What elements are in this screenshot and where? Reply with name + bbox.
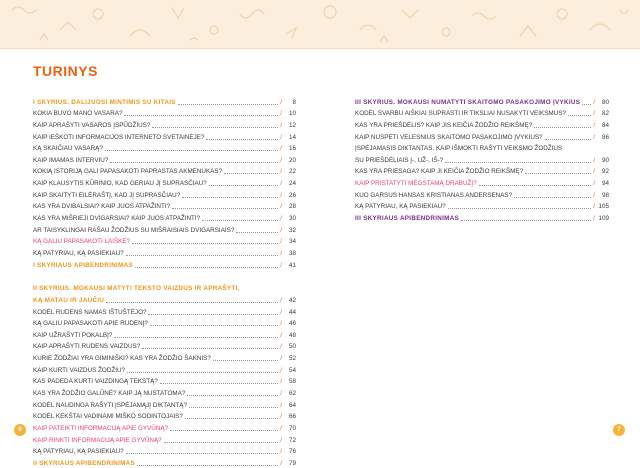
toc-entry[interactable] — [33, 363, 296, 375]
toc-entry-page: 38 — [288, 249, 296, 257]
toc-entry-title: KODĖL SVARBU AIŠKIAI SUPRASTI IR TIKSLIAI NUSAKYTI VEIKSMUS? — [355, 110, 566, 118]
page-separator: / — [280, 238, 282, 246]
toc-entry[interactable] — [33, 386, 296, 398]
toc-entry-page: 26 — [288, 191, 296, 199]
page-separator: / — [280, 191, 282, 199]
toc-entry[interactable] — [33, 282, 296, 294]
toc-entry-page: 42 — [288, 296, 296, 304]
toc-entry[interactable] — [33, 410, 296, 422]
toc-entry[interactable] — [33, 258, 296, 270]
page-title: TURINYS — [33, 63, 98, 79]
toc-entry-page: 24 — [288, 180, 296, 188]
toc-entry-page: 86 — [601, 133, 609, 141]
dot-leader — [479, 184, 592, 186]
page-separator: / — [593, 133, 595, 141]
toc-entry[interactable] — [355, 142, 609, 154]
toc-entry-title: KAIP RINKTI INFORMACIJĄ APIE GYVŪNĄ? — [33, 436, 162, 444]
page-separator: / — [280, 145, 282, 153]
toc-entry-page: 62 — [288, 390, 296, 398]
toc-entry[interactable] — [355, 107, 609, 119]
toc-entry-title: KAIP NUSPĖTI VELESNIUS SKAITOMO PASAKOJIMO ĮVYKIUS? — [355, 133, 543, 141]
toc-entry-title: KĄ GALIU PAPASAKOTI APIE RUDENĮ? — [33, 320, 148, 328]
dot-leader — [152, 126, 278, 128]
page-separator: / — [593, 215, 595, 223]
dot-leader — [185, 417, 278, 419]
toc-entry[interactable] — [33, 107, 296, 119]
dot-leader — [114, 336, 278, 338]
toc-entry-title: ĮSPĖJAMASIS DIKTANTAS. KAIP IŠMOKTI RAŠYTI VEIKSMO ŽODŽIUS — [355, 145, 563, 153]
toc-entry-title: KUO GARSUS HANSAS KRISTIANAS ANDERSENAS? — [355, 191, 513, 199]
dot-leader — [126, 254, 279, 256]
page-separator: / — [280, 366, 282, 374]
toc-entry-title: KĄ SKAIČIAU VASARĄ? — [33, 145, 103, 153]
toc-entry[interactable] — [33, 130, 296, 142]
toc-entry[interactable] — [355, 200, 609, 212]
toc-entry[interactable] — [33, 95, 296, 107]
page-separator: / — [280, 249, 282, 257]
toc-entry-page: 72 — [288, 436, 296, 444]
toc-entry-title: AR TAISYKLINGAI RAŠAU ŽODŽIUS SU MIŠRAISIAIS DVIGARSIAIS? — [33, 226, 235, 234]
toc-entry[interactable] — [33, 445, 296, 457]
page-separator: / — [280, 436, 282, 444]
dot-leader — [137, 464, 278, 466]
dot-leader — [105, 149, 278, 151]
toc-entry-title: KAIP PATEIKTI INFORMACIJĄ APIE GYVŪNĄ? — [33, 424, 169, 432]
toc-entry-page: 8 — [292, 98, 296, 106]
toc-entry[interactable] — [355, 118, 609, 130]
dot-leader — [213, 359, 278, 361]
dot-leader — [110, 161, 278, 163]
toc-entry-title: KAS YRA PRIESAGA? KAIP JI KEIČIA ŽODŽIO REIKŠMĘ? — [355, 168, 524, 176]
dot-leader — [106, 301, 278, 303]
doodle-pattern — [0, 0, 640, 48]
page-separator: / — [280, 390, 282, 398]
toc-entry[interactable] — [355, 211, 609, 223]
toc-entry-page: 41 — [288, 261, 296, 269]
page-separator: / — [593, 168, 595, 176]
toc-entry[interactable] — [33, 293, 296, 305]
toc-entry-title: KAS YRA PRIEŠDĖLIS? KAIP JIS KEIČIA ŽODŽIO REIKŠMĘ? — [355, 121, 533, 129]
dot-leader — [545, 138, 592, 140]
toc-entry-title: KAIP IMAMAS INTERVIU? — [33, 156, 109, 164]
toc-entry[interactable] — [355, 176, 609, 188]
dot-leader — [148, 313, 278, 315]
toc-entry[interactable] — [33, 328, 296, 340]
toc-entry-title: KAS YRA DVIBALSIAI? KAIP JUOS ATPAŽINTI? — [33, 203, 171, 211]
toc-entry[interactable] — [355, 130, 609, 142]
page-separator: / — [280, 98, 282, 106]
toc-entry-page: 84 — [601, 121, 609, 129]
toc-entry-title: KURIE ŽODŽIAI YRA GIMINIŠKI? KAS YRA ŽODŽIO ŠAKNIS? — [33, 355, 211, 363]
toc-entry-title: KAIP IEŠKOTI INFORMACIJOS INTERNETO SVETAINĖJE? — [33, 133, 205, 141]
toc-entry-page: 30 — [288, 215, 296, 223]
toc-entry-title: KAIP SKAITYTI EILĖRAŠTĮ, KAD JĮ SUPRASČIAU? — [33, 191, 181, 199]
dot-leader — [514, 196, 591, 198]
page-separator: / — [280, 378, 282, 386]
page-number-right: 7 — [613, 424, 625, 436]
toc-entry-title: KAIP UŽRAŠYTI POKALBĮ? — [33, 331, 113, 339]
toc-entry-title: KODĖL RUDENS NAMAS IŠTUŠTĖJO? — [33, 308, 147, 316]
toc-entry[interactable] — [33, 200, 296, 212]
dot-leader — [127, 371, 278, 373]
page-separator: / — [280, 448, 282, 456]
dot-leader — [182, 196, 278, 198]
toc-entry-page: 64 — [288, 401, 296, 409]
toc-entry-title: KAS PADEDA KURTI VAIZDINGĄ TEKSTĄ? — [33, 378, 158, 386]
toc-entry[interactable] — [33, 305, 296, 317]
toc-entry[interactable] — [33, 142, 296, 154]
page-separator: / — [593, 180, 595, 188]
dot-leader — [124, 114, 278, 116]
page-separator: / — [280, 121, 282, 129]
page-separator: / — [280, 156, 282, 164]
toc-entry[interactable] — [33, 421, 296, 433]
toc-entry-title: KĄ PATYRIAU, KĄ PASIEKIAU? — [33, 249, 124, 257]
toc-entry-page: 98 — [601, 191, 609, 199]
toc-entry-page: 105 — [598, 203, 609, 211]
toc-entry-title: KAS YRA MIŠRIEJI DVIGARSIAI? KAIP JUOS ATPAŽINTI? — [33, 215, 201, 223]
toc-entry[interactable] — [355, 188, 609, 200]
dot-leader — [582, 103, 591, 105]
page-separator: / — [280, 459, 282, 467]
toc-entry-title: KAIP PRISTATYTI MĖGSTAMĄ DRABUŽĮ? — [355, 180, 477, 188]
toc-entry-page: 80 — [601, 98, 609, 106]
page-separator: / — [280, 320, 282, 328]
page-separator: / — [280, 226, 282, 234]
page-separator: / — [593, 156, 595, 164]
toc-entry[interactable] — [33, 340, 296, 352]
page-separator: / — [593, 98, 595, 106]
page-separator: / — [280, 203, 282, 211]
page-separator: / — [280, 168, 282, 176]
dot-leader — [150, 324, 278, 326]
page-separator: / — [593, 203, 595, 211]
toc-entry[interactable] — [33, 153, 296, 165]
toc-entry-title: SU PRIEŠDĖLIAIS Į-, UŽ-, IŠ-? — [355, 156, 444, 164]
toc-entry-page: 22 — [288, 168, 296, 176]
toc-entry-title: KAIP KLAUSYTIS KŪRINIO, KAD GERIAU JĮ SUPRASČIAU? — [33, 180, 207, 188]
page-separator: / — [280, 296, 282, 304]
dot-leader — [461, 219, 591, 221]
dot-leader — [178, 103, 278, 105]
toc-entry-page: 90 — [601, 156, 609, 164]
toc-entry-page: 16 — [288, 145, 296, 153]
page-separator: / — [593, 121, 595, 129]
dot-leader — [448, 207, 592, 209]
dot-leader — [170, 429, 278, 431]
dot-leader — [202, 219, 278, 221]
section-gap — [33, 270, 296, 282]
toc-entry-page: 52 — [288, 355, 296, 363]
dot-leader — [189, 406, 278, 408]
toc-entry-page: 20 — [288, 156, 296, 164]
page-separator: / — [280, 215, 282, 223]
toc-entry-page: 94 — [601, 180, 609, 188]
toc-entry-title: KĄ PATYRIAU, KĄ PASIEKIAU? — [355, 203, 446, 211]
toc-entry-title: KAIP APRAŠYTI VASAROS ĮSPŪDŽIUS? — [33, 121, 151, 129]
toc-entry-page: 48 — [288, 331, 296, 339]
toc-entry-title: KODĖL NAUDINGA RAŠYTI ĮSPĖJAMĄJĮ DIKTANTĄ? — [33, 401, 187, 409]
toc-entry-page: 82 — [601, 110, 609, 118]
toc-entry[interactable] — [33, 351, 296, 363]
toc-entry-page: 54 — [288, 366, 296, 374]
toc-entry-page: 109 — [598, 215, 609, 223]
page-separator: / — [280, 331, 282, 339]
toc-entry-title: KAS YRA ŽODŽIO GALŪNĖ? KAIP JĄ NUSTATOMA? — [33, 390, 186, 398]
page-separator: / — [280, 261, 282, 269]
toc-entry-page: 32 — [288, 226, 296, 234]
toc-entry-title: KAIP KURTI VAIZDUS ŽODŽIU? — [33, 366, 126, 374]
toc-entry-title: III SKYRIUS. MOKAUSI NUMATYTI SKAITOMO PASAKOJIMO ĮVYKIUS — [355, 98, 581, 106]
toc-entry-page: 46 — [288, 320, 296, 328]
toc-entry-title: KODĖL KEKŠTAI VADINAMI MIŠKO SODINTOJAIS? — [33, 413, 183, 421]
toc-entry-page: 79 — [288, 459, 296, 467]
toc-entry[interactable] — [33, 246, 296, 258]
decorative-header-band — [0, 0, 640, 49]
dot-leader — [525, 172, 591, 174]
toc-entry-title: KAIP APRAŠYTI RUDENS VAIZDUS? — [33, 343, 141, 351]
dot-leader — [209, 184, 278, 186]
dot-leader — [126, 452, 279, 454]
toc-entry[interactable] — [33, 235, 296, 247]
toc-entry-page: 66 — [288, 413, 296, 421]
toc-entry-page: 70 — [288, 424, 296, 432]
toc-entry-page: 58 — [288, 378, 296, 386]
toc-entry[interactable] — [33, 188, 296, 200]
toc-entry[interactable] — [33, 176, 296, 188]
toc-entry[interactable] — [33, 211, 296, 223]
toc-right-column — [355, 95, 609, 223]
toc-entry-title: KĄ MATAU IR JAUČIU — [33, 296, 105, 304]
dot-leader — [142, 347, 278, 349]
toc-entry[interactable] — [33, 165, 296, 177]
toc-entry-page: 10 — [288, 110, 296, 118]
toc-entry[interactable] — [33, 456, 296, 468]
dot-leader — [160, 382, 278, 384]
dot-leader — [568, 114, 591, 116]
toc-entry-page: 34 — [288, 238, 296, 246]
dot-leader — [172, 207, 278, 209]
toc-entry-page: 44 — [288, 308, 296, 316]
toc-left-column — [33, 95, 296, 468]
toc-entry[interactable] — [33, 398, 296, 410]
toc-entry-title: I SKYRIUS. DALIJUOSI MINTIMIS SU KITAIS — [33, 98, 176, 106]
page-separator: / — [280, 180, 282, 188]
dot-leader — [236, 231, 278, 233]
toc-entry[interactable] — [33, 223, 296, 235]
dot-leader — [187, 394, 278, 396]
page-separator: / — [280, 355, 282, 363]
toc-entry-page: 92 — [601, 168, 609, 176]
page-separator: / — [280, 413, 282, 421]
toc-entry[interactable] — [355, 95, 609, 107]
page-number-left: 6 — [14, 424, 26, 436]
toc-entry-page: 76 — [288, 448, 296, 456]
page-separator: / — [280, 110, 282, 118]
toc-entry-title: II SKYRIAUS APIBENDRINIMAS — [33, 459, 136, 467]
dot-leader — [534, 126, 591, 128]
toc-entry-title: III SKYRIAUS APIBENDRINIMAS — [355, 215, 460, 223]
toc-entry-title: KĄ GALIU PAPASAKOTI LAIŠKE? — [33, 238, 131, 246]
toc-entry-title: II SKYRIUS. MOKAUSI MATYTI TEKSTO VAIZDUS IR APRAŠYTI, — [33, 285, 240, 293]
toc-entry-title: KOKIĄ ISTORIJĄ GALI PAPASAKOTI PAPRASTAS AKMENUKAS? — [33, 168, 223, 176]
page-separator: / — [593, 110, 595, 118]
toc-entry-page: 28 — [288, 203, 296, 211]
toc-entry[interactable] — [33, 317, 296, 329]
dot-leader — [132, 242, 278, 244]
toc-entry-title: KĄ PATYRIAU, KĄ PASIEKIAU? — [33, 448, 124, 456]
toc-entry[interactable] — [33, 375, 296, 387]
toc-entry[interactable] — [33, 118, 296, 130]
toc-entry-page: 12 — [288, 121, 296, 129]
dot-leader — [135, 266, 278, 268]
dot-leader — [445, 161, 591, 163]
toc-entry-page: 14 — [288, 133, 296, 141]
toc-entry-title: KOKIA BUVO MANO VASARA? — [33, 110, 123, 118]
toc-entry[interactable] — [33, 433, 296, 445]
toc-entry[interactable] — [355, 153, 609, 165]
page-separator: / — [280, 424, 282, 432]
page-separator: / — [280, 133, 282, 141]
dot-leader — [224, 172, 278, 174]
toc-entry-title: I SKYRIAUS APIBENDRINIMAS — [33, 261, 133, 269]
toc-entry[interactable] — [355, 165, 609, 177]
page-separator: / — [593, 191, 595, 199]
page-separator: / — [280, 401, 282, 409]
page-separator: / — [280, 308, 282, 316]
dot-leader — [206, 138, 278, 140]
toc-entry-page: 50 — [288, 343, 296, 351]
page-separator: / — [280, 343, 282, 351]
